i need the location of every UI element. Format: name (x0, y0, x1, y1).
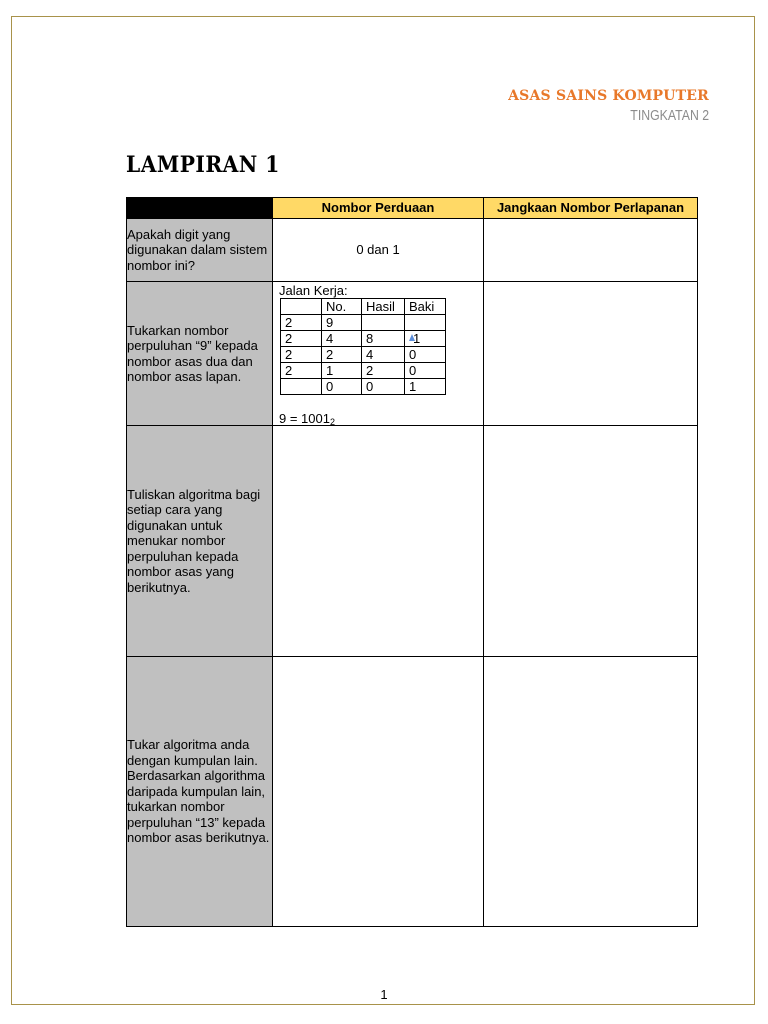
remainder-cell (405, 331, 446, 347)
product-cell: 0 (362, 379, 405, 395)
division-header-row (281, 299, 446, 315)
division-header-cell: Hasil (362, 299, 405, 315)
product-cell: 4 (362, 347, 405, 363)
expected-cell (484, 426, 698, 657)
answer-cell (273, 657, 484, 927)
product-cell (362, 315, 405, 331)
answer-cell: 0 dan 1 (273, 219, 484, 282)
question-cell: Apakah digit yang digunakan dalam sistem nombor ini? (127, 219, 273, 282)
header-subject: ASAS SAINS KOMPUTER (508, 88, 709, 104)
divisor-cell: 2 (281, 331, 322, 347)
remainder-cell: 0 (405, 363, 446, 379)
worksheet-table (126, 197, 698, 927)
division-header-cell (281, 299, 322, 315)
expected-cell (484, 657, 698, 927)
working-cell (273, 282, 484, 426)
table-header-row (127, 198, 698, 219)
page-title: LAMPIRAN 1 (126, 152, 280, 178)
product-cell: 2 (362, 363, 405, 379)
header-blank-cell (127, 198, 273, 219)
divisor-cell (281, 379, 322, 395)
expected-cell (484, 282, 698, 426)
question-cell: Tuliskan algoritma bagi setiap cara yang digunakan untuk menukar nombor perpuluhan kepada nombor asas yang berikutnya. (127, 426, 273, 657)
working-result (279, 411, 335, 431)
column-header-octal: Jangkaan Nombor Perlapanan (484, 198, 698, 219)
answer-cell (273, 426, 484, 657)
result-value: 9 = 1001 (279, 411, 330, 426)
product-cell: 8 (362, 331, 405, 347)
expected-cell (484, 219, 698, 282)
division-row (281, 315, 446, 331)
division-header-cell: No. (322, 299, 362, 315)
number-cell: 0 (322, 379, 362, 395)
division-row (281, 363, 446, 379)
page-number: 1 (380, 987, 388, 1002)
divisor-cell: 2 (281, 315, 322, 331)
table-row (127, 426, 698, 657)
division-header-cell: Baki (405, 299, 446, 315)
division-table (280, 298, 446, 395)
number-cell: 9 (322, 315, 362, 331)
column-header-binary: Nombor Perduaan (273, 198, 484, 219)
remainder-cell: 1 (405, 379, 446, 395)
question-cell: Tukarkan nombor perpuluhan “9” kepada nombor asas dua dan nombor asas lapan. (127, 282, 273, 426)
division-row (281, 331, 446, 347)
result-base: 2 (329, 417, 335, 427)
table-row (127, 219, 698, 282)
number-cell: 4 (322, 331, 362, 347)
divisor-cell: 2 (281, 347, 322, 363)
division-row (281, 347, 446, 363)
header-level: TINGKATAN 2 (630, 107, 709, 124)
table-row (127, 282, 698, 426)
divisor-cell: 2 (281, 363, 322, 379)
number-cell: 2 (322, 347, 362, 363)
remainder-cell: 0 (405, 347, 446, 363)
division-row (281, 379, 446, 395)
question-cell: Tukar algoritma anda dengan kumpulan lain. Berdasarkan algorithma daripada kumpulan lain, tukarkan nombor perpuluhan “13” kepada nombor asas berikutnya. (127, 657, 273, 927)
working-label: Jalan Kerja: (279, 283, 348, 298)
remainder-value: 1 (413, 330, 421, 346)
table-row (127, 657, 698, 927)
remainder-cell (405, 315, 446, 331)
number-cell: 1 (322, 363, 362, 379)
